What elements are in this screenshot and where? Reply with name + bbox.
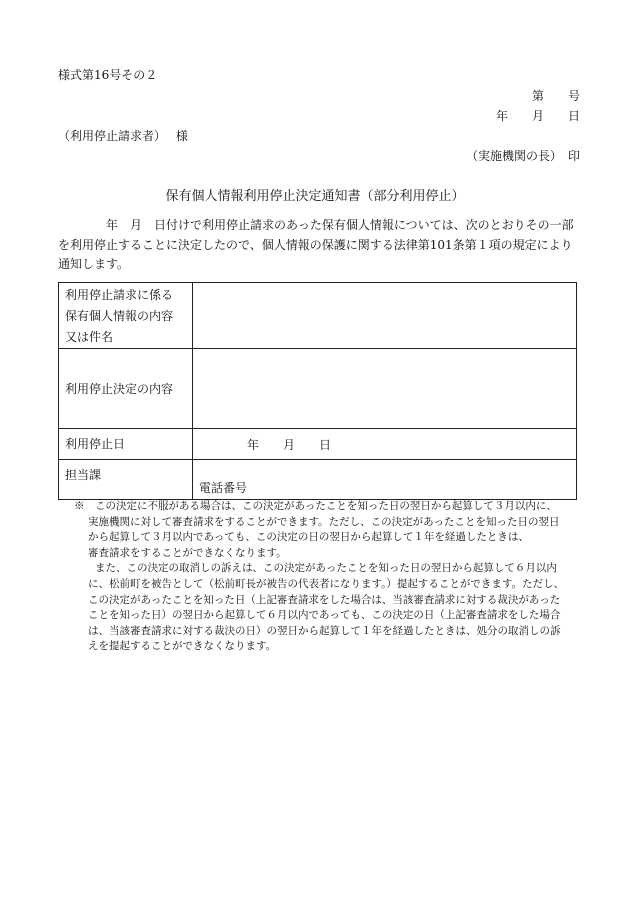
stop-date-label: 利用停止日	[65, 436, 126, 451]
department-value-cell	[193, 460, 577, 500]
department-label: 担当課	[65, 468, 102, 482]
body-line-3: 通知します。	[58, 257, 130, 271]
body-line-1: 年 月 日付けで利用停止請求のあった保有個人情報については、次のとおりその一部	[106, 218, 574, 232]
note-appeal-line: 審査請求をすることができなくなります。	[88, 546, 287, 559]
table-row	[59, 460, 577, 500]
content-value-cell	[193, 283, 577, 349]
note-lawsuit-line: は、当該審査請求に対する裁決の日）の翌日から起算して１年を経過したときは、処分の取消しの訴	[88, 624, 561, 637]
note-appeal	[74, 499, 586, 561]
note-appeal-line: から起算して３月以内であっても、この決定の日の翌日から起算して１年を経過したときは、	[88, 531, 529, 544]
body-line-2: を利用停止することに決定したので、個人情報の保護に関する法律第101条第１項の規定により	[58, 237, 573, 252]
note-lawsuit-line: に、松前町を被告として（松前町長が被告の代表者になります。）提起することができます。ただし、	[88, 577, 565, 590]
stop-date-value: 年 月 日	[247, 437, 332, 452]
content-label-line-3: 又は件名	[65, 330, 114, 344]
issue-date: 年 月 日	[495, 109, 580, 123]
notes-section	[74, 499, 586, 655]
document-number: 第 号	[531, 89, 580, 103]
note-lawsuit	[74, 561, 586, 655]
department-label-cell	[59, 460, 193, 500]
note-appeal-line: ※ この決定に不服がある場合は、この決定があったことを知った日の翌日から起算して３月以内に、	[74, 500, 557, 512]
content-label-line-1: 利用停止請求に係る	[65, 288, 174, 302]
note-lawsuit-line: ことを知った日）の翌日から起算して６月以内であっても、この決定の日（上記審査請求をした場合	[88, 609, 561, 622]
note-lawsuit-line: えを提起することができなくなります。	[88, 640, 277, 653]
decision-value-cell	[193, 349, 577, 429]
note-lawsuit-line: この決定があったことを知った日（上記審査請求をした場合は、当該審査請求に対する裁決があった	[88, 593, 561, 606]
content-label-line-2: 保有個人情報の内容	[65, 309, 174, 323]
decision-label: 利用停止決定の内容	[65, 382, 174, 396]
issuer-line: （実施機関の長） 印	[465, 149, 580, 163]
table-row	[59, 349, 577, 429]
body-paragraph	[58, 216, 580, 275]
phone-label: 電話番号	[199, 481, 248, 495]
note-lawsuit-line: また、この決定の取消しの訴えは、この決定があったことを知った日の翌日から起算して６月以内	[95, 562, 557, 575]
stop-date-label-cell	[59, 429, 193, 460]
recipient-line: （利用停止請求者） 様	[58, 129, 188, 143]
stop-date-value-cell	[193, 429, 577, 460]
table-row	[59, 283, 577, 349]
decision-label-cell	[59, 349, 193, 429]
note-appeal-line: 実施機関に対して審査請求をすることができます。ただし、この決定があったことを知った日の翌日	[88, 515, 560, 528]
content-label-cell	[59, 283, 193, 349]
form-id: 様式第16号その２	[58, 68, 158, 82]
table-row	[59, 429, 577, 460]
document-title: 保有個人情報利用停止決定通知書（部分利用停止）	[165, 189, 465, 204]
decision-table	[58, 282, 577, 500]
